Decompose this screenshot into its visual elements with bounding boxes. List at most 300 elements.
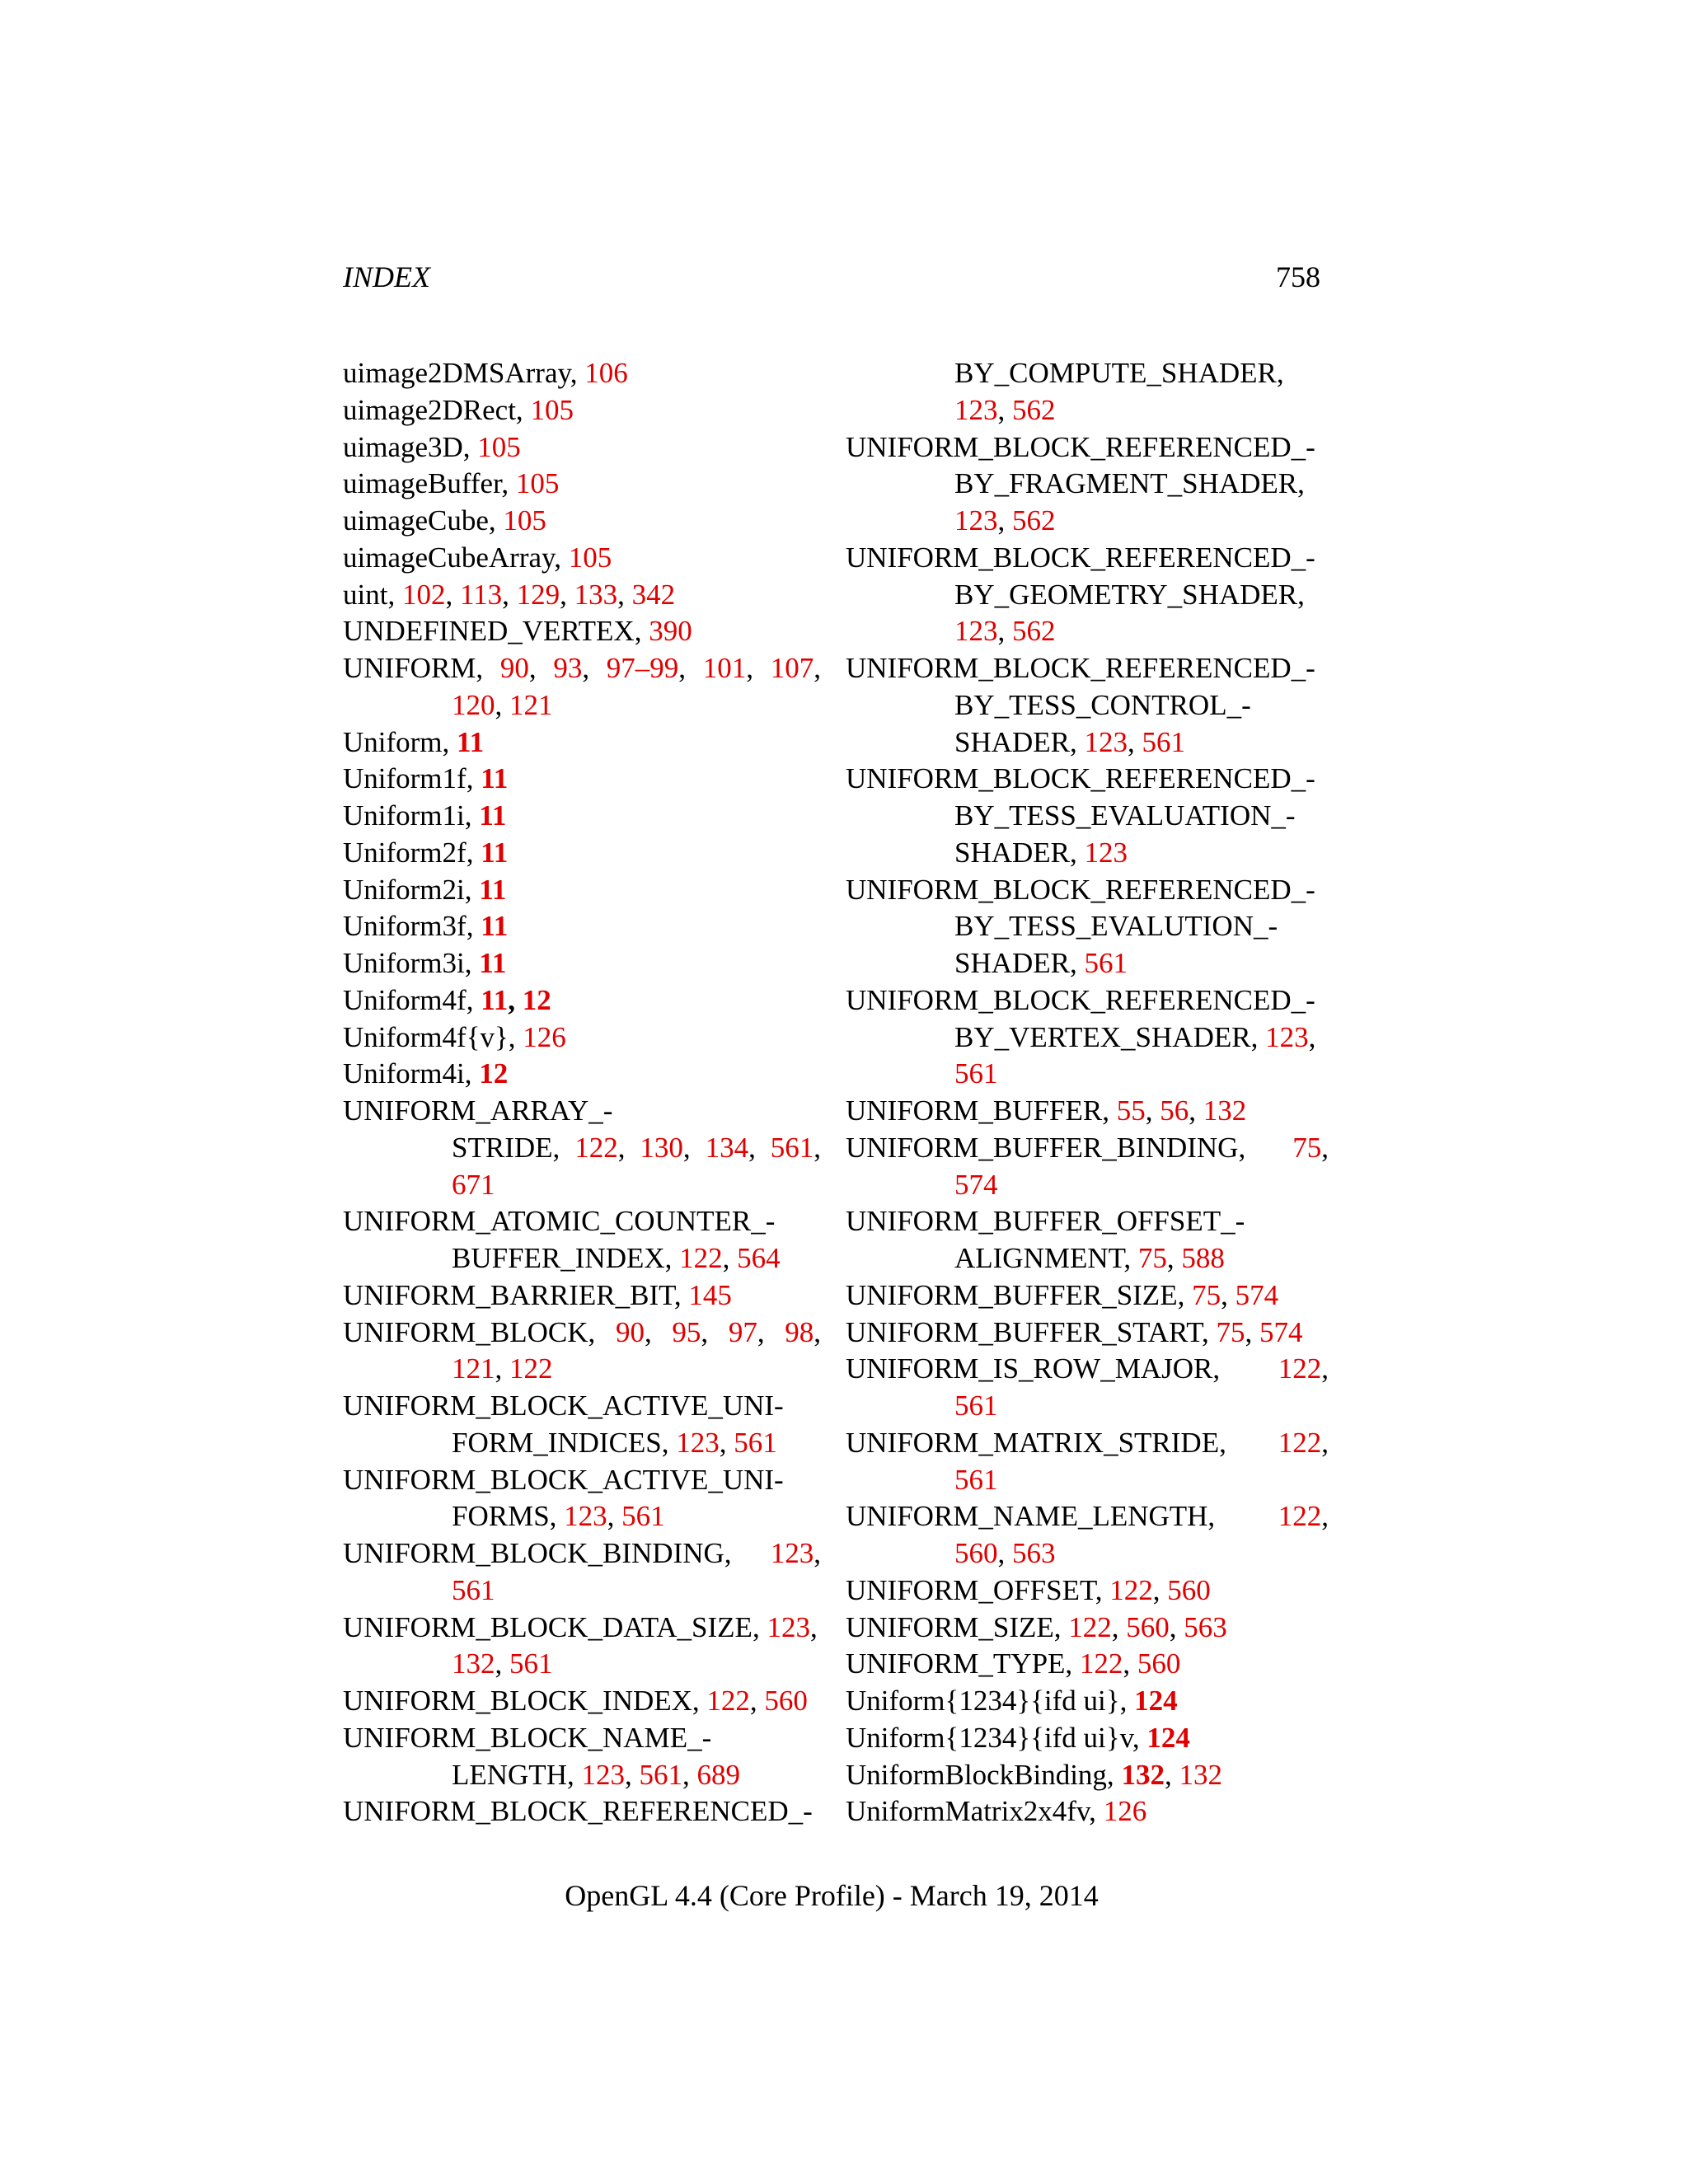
index-term: BY_GEOMETRY_SHADER,: [954, 578, 1305, 611]
index-term: ,: [814, 652, 821, 684]
index-term: SHADER,: [954, 836, 1085, 869]
page-reference-link[interactable]: 123: [676, 1426, 720, 1459]
page-reference-link[interactable]: 95: [672, 1315, 701, 1348]
index-term: UNIFORM_BLOCK_REFERENCED_-: [846, 652, 1315, 684]
page-reference-link[interactable]: 560: [1126, 1610, 1170, 1643]
index-term: ,: [749, 1685, 765, 1717]
index-entry: [343, 539, 612, 576]
page-reference-link[interactable]: 11: [457, 725, 485, 758]
justified-group: [574, 1129, 625, 1166]
justified-group: [640, 1129, 690, 1166]
index-entry: [846, 1277, 1278, 1314]
index-term: ,: [814, 1315, 821, 1348]
index-term: Uniform{1234}{ifd ui}v,: [846, 1721, 1147, 1754]
page-reference-link[interactable]: 107: [770, 652, 814, 684]
index-term: Uniform3f,: [343, 910, 481, 943]
page-reference-link[interactable]: 123: [1265, 1020, 1309, 1053]
index-term: Uniform4i,: [343, 1057, 480, 1090]
index-entry: [846, 760, 1315, 797]
index-term: STRIDE,: [452, 1131, 560, 1164]
page-reference-link[interactable]: 122: [574, 1131, 618, 1164]
index-term: UNIFORM_IS_ROW_MAJOR,: [846, 1352, 1221, 1385]
justified-group: [703, 649, 753, 687]
index-term: UNIFORM_BLOCK_NAME_-: [343, 1721, 712, 1754]
page-reference-link[interactable]: 560: [764, 1685, 808, 1717]
index-term: ,: [624, 1758, 640, 1791]
index-term: ,: [560, 578, 574, 611]
page-reference-link[interactable]: 132: [1121, 1758, 1165, 1791]
index-entry: [343, 391, 574, 429]
index-term: UNDEFINED_VERTEX,: [343, 615, 649, 648]
index-entry: [343, 907, 508, 944]
index-term: BY_TESS_EVALUTION_-: [954, 910, 1278, 943]
index-entry-continuation: [452, 1166, 495, 1203]
page-reference-link[interactable]: 123: [1084, 836, 1128, 869]
index-entry: [343, 1387, 784, 1424]
page-reference-link[interactable]: 122: [1278, 1352, 1322, 1385]
page-reference-link[interactable]: 560: [1167, 1573, 1211, 1606]
page-reference-link[interactable]: 123: [770, 1537, 814, 1569]
index-entry-continuation: [452, 1129, 821, 1166]
page-reference-link[interactable]: 561: [734, 1426, 777, 1459]
index-term: ,: [495, 688, 509, 721]
page-reference-link[interactable]: 105: [477, 430, 521, 463]
page-reference-link[interactable]: 564: [737, 1242, 781, 1274]
index-term: ,: [1221, 1278, 1236, 1311]
index-term: ,: [682, 1131, 691, 1164]
justified-group: [771, 649, 821, 687]
index-entry: [343, 465, 559, 502]
index-entry: [846, 539, 1315, 576]
index-term: Uniform4f{v},: [343, 1020, 523, 1053]
page-reference-link[interactable]: 102: [401, 578, 446, 611]
index-term: UNIFORM,: [343, 652, 484, 684]
index-term: ,: [1145, 1094, 1160, 1127]
index-entry: [846, 1424, 1329, 1461]
page-reference-link[interactable]: 124: [1146, 1721, 1190, 1754]
index-entry: [343, 502, 546, 539]
index-term: SHADER,: [954, 725, 1085, 758]
page-reference-link[interactable]: 12: [522, 983, 551, 1016]
index-term: ,: [682, 1758, 697, 1791]
page-reference-link[interactable]: 129: [516, 578, 560, 611]
index-entry: [343, 429, 521, 466]
index-entry-continuation: [452, 1756, 740, 1793]
page-reference-link[interactable]: 561: [621, 1500, 665, 1533]
index-term: ,: [617, 578, 632, 611]
page-reference-link[interactable]: 561: [1084, 947, 1128, 979]
index-entry: [343, 1019, 566, 1056]
index-term: ,: [502, 578, 517, 611]
page-reference-link[interactable]: 122: [1079, 1647, 1123, 1680]
page-reference-link[interactable]: 75: [1292, 1131, 1322, 1164]
page-reference-link[interactable]: 113: [459, 578, 503, 611]
index-term: ,: [1189, 1094, 1203, 1127]
index-entry-continuation: [954, 1535, 1056, 1572]
index-term: UNIFORM_BLOCK_REFERENCED_-: [846, 762, 1315, 795]
justified-group: [343, 649, 483, 687]
index-entry: [343, 1609, 818, 1646]
page-reference-link[interactable]: 97–99: [606, 652, 679, 684]
index-term: UNIFORM_BLOCK_DATA_SIZE,: [343, 1610, 767, 1643]
index-term: ,: [445, 578, 460, 611]
index-entry-continuation: [452, 1645, 553, 1682]
index-entry: [846, 1092, 1246, 1129]
index-term: ,: [644, 1315, 652, 1348]
index-term: ,: [997, 615, 1012, 648]
index-term: BUFFER_INDEX,: [452, 1242, 680, 1274]
index-term: SHADER,: [954, 947, 1085, 979]
index-entry: [343, 1277, 732, 1314]
page-reference-link[interactable]: 97: [728, 1315, 757, 1348]
page-reference-link[interactable]: 133: [574, 578, 618, 611]
page-reference-link[interactable]: 12: [479, 1057, 509, 1090]
index-entry: [846, 1793, 1146, 1830]
index-term: UNIFORM_ARRAY_-: [343, 1094, 613, 1127]
index-term: UNIFORM_BLOCK,: [343, 1315, 596, 1348]
index-entry-continuation: [954, 724, 1185, 761]
page-reference-link[interactable]: 574: [954, 1168, 998, 1201]
justified-group: [553, 649, 589, 687]
page-reference-link[interactable]: 90: [499, 652, 529, 684]
page-reference-link[interactable]: 121: [452, 1352, 495, 1385]
index-term: Uniform4f,: [343, 983, 481, 1016]
index-entry: [846, 871, 1315, 908]
index-entry: [846, 1719, 1190, 1756]
page-reference-link[interactable]: 123: [767, 1610, 810, 1643]
page-reference-link[interactable]: 123: [1084, 725, 1128, 758]
index-entry: [846, 1350, 1329, 1387]
page-reference-link[interactable]: 561: [954, 1463, 998, 1496]
index-entry: [846, 1497, 1329, 1535]
index-term: uimageCube,: [343, 504, 504, 537]
page-reference-link[interactable]: 561: [954, 1057, 998, 1090]
index-term: ,: [722, 1242, 738, 1274]
page-reference-link[interactable]: 123: [954, 615, 998, 648]
page-reference-link[interactable]: 574: [1259, 1315, 1303, 1348]
index-term: BY_TESS_EVALUATION_-: [954, 799, 1296, 832]
justified-group: [1292, 1129, 1329, 1166]
index-term: ,: [495, 1352, 509, 1385]
index-term: UniformBlockBinding,: [846, 1758, 1122, 1791]
index-entry-continuation: [954, 502, 1056, 539]
index-entry-continuation: [452, 1350, 553, 1387]
index-term: Uniform1i,: [343, 799, 480, 832]
index-term: UNIFORM_BUFFER_BINDING,: [846, 1131, 1246, 1164]
index-term: ,: [1164, 1758, 1179, 1791]
page-reference-link[interactable]: 689: [696, 1758, 740, 1791]
index-entry-continuation: [452, 1240, 781, 1277]
index-entry-continuation: [954, 1240, 1225, 1277]
index-term: Uniform{1234}{ifd ui},: [846, 1685, 1135, 1717]
page-footer: OpenGL 4.4 (Core Profile) - March 19, 2014: [565, 1879, 1099, 1912]
page-reference-link[interactable]: 132: [452, 1647, 495, 1680]
index-term: LENGTH,: [452, 1758, 582, 1791]
index-term: ,: [1321, 1131, 1329, 1164]
page-reference-link[interactable]: 122: [706, 1685, 750, 1717]
index-term: uimage2DRect,: [343, 393, 531, 426]
index-term: UNIFORM_BUFFER,: [846, 1094, 1117, 1127]
index-entry: [846, 1645, 1180, 1682]
index-term: ,: [508, 983, 523, 1016]
page-reference-link[interactable]: 123: [954, 393, 998, 426]
page-reference-link[interactable]: 561: [770, 1131, 814, 1164]
index-entry: [846, 1682, 1178, 1719]
index-term: ,: [1321, 1500, 1329, 1533]
page-reference-link[interactable]: 93: [553, 652, 583, 684]
index-entry-continuation: [954, 465, 1305, 502]
index-entry: [343, 944, 506, 982]
index-term: BY_FRAGMENT_SHADER,: [954, 467, 1305, 500]
page-reference-link[interactable]: 101: [702, 652, 747, 684]
index-entry: [343, 612, 692, 649]
page-reference-link[interactable]: 588: [1181, 1242, 1225, 1274]
page-reference-link[interactable]: 122: [1068, 1610, 1112, 1643]
page-reference-link[interactable]: 563: [1184, 1610, 1227, 1643]
page-reference-link[interactable]: 390: [649, 615, 692, 648]
index-entry-continuation: [954, 834, 1128, 871]
page-reference-link[interactable]: 11: [479, 799, 507, 832]
page-reference-link[interactable]: 11: [481, 910, 509, 943]
index-term: uimage3D,: [343, 430, 478, 463]
page-reference-link[interactable]: 145: [688, 1278, 732, 1311]
page-reference-link[interactable]: 105: [503, 504, 546, 537]
index-term: uimageCubeArray,: [343, 541, 569, 574]
index-term: ,: [528, 652, 537, 684]
index-term: FORM_INDICES,: [452, 1426, 677, 1459]
index-term: ,: [1321, 1352, 1329, 1385]
page-reference-link[interactable]: 98: [785, 1315, 814, 1348]
page-reference-link[interactable]: 132: [1203, 1094, 1247, 1127]
index-entry-continuation: [954, 944, 1128, 982]
page-reference-link[interactable]: 126: [523, 1020, 566, 1053]
index-entry: [343, 724, 484, 761]
index-entry: [343, 871, 506, 908]
index-entry: [846, 429, 1315, 466]
index-entry: [343, 649, 821, 687]
page-reference-link[interactable]: 55: [1116, 1094, 1146, 1127]
page-reference-link[interactable]: 122: [509, 1352, 553, 1385]
page-reference-link[interactable]: 122: [1109, 1573, 1153, 1606]
index-entry-continuation: [954, 354, 1284, 391]
index-term: UNIFORM_BLOCK_REFERENCED_-: [846, 430, 1315, 463]
index-entry: [343, 1535, 821, 1572]
index-term: ,: [757, 1315, 765, 1348]
index-entry: [343, 1719, 711, 1756]
index-term: ,: [748, 1131, 756, 1164]
index-entry: [846, 1756, 1222, 1793]
page-reference-link[interactable]: 123: [954, 504, 998, 537]
index-term: Uniform1f,: [343, 762, 481, 795]
page-reference-link[interactable]: 106: [584, 357, 628, 389]
page-reference-link[interactable]: 562: [1012, 615, 1056, 648]
page-reference-link[interactable]: 121: [509, 688, 553, 721]
index-term: uint,: [343, 578, 402, 611]
index-term: ,: [582, 652, 590, 684]
page-reference-link[interactable]: 122: [679, 1242, 723, 1274]
index-term: UNIFORM_NAME_LENGTH,: [846, 1500, 1216, 1533]
index-term: ,: [495, 1647, 509, 1680]
index-entry-continuation: [452, 1424, 777, 1461]
page-reference-link[interactable]: 562: [1012, 393, 1056, 426]
page-reference-link[interactable]: 120: [452, 688, 495, 721]
index-term: ,: [1152, 1573, 1168, 1606]
index-entry: [343, 797, 506, 834]
justified-group: [771, 1129, 821, 1166]
index-term: UNIFORM_OFFSET,: [846, 1573, 1110, 1606]
index-term: uimageBuffer,: [343, 467, 516, 500]
index-term: ,: [814, 1537, 821, 1569]
index-entry: [343, 760, 508, 797]
justified-group: [1278, 1497, 1329, 1535]
page-reference-link[interactable]: 122: [1278, 1500, 1322, 1533]
justified-group: [846, 1497, 1215, 1535]
page-reference-link[interactable]: 75: [1137, 1242, 1167, 1274]
justified-group: [846, 1424, 1226, 1461]
page-reference-link[interactable]: 90: [615, 1315, 645, 1348]
index-term: uimage2DMSArray,: [343, 357, 585, 389]
index-entry-continuation: [452, 687, 553, 724]
page-reference-link[interactable]: 563: [1012, 1537, 1056, 1569]
index-term: ,: [809, 1610, 818, 1643]
index-term: UNIFORM_BLOCK_REFERENCED_-: [846, 541, 1315, 574]
page-reference-link[interactable]: 56: [1160, 1094, 1189, 1127]
index-entry-continuation: [954, 687, 1251, 724]
page-reference-link[interactable]: 574: [1235, 1278, 1279, 1311]
page-reference-link[interactable]: 671: [452, 1168, 495, 1201]
index-term: UNIFORM_BLOCK_REFERENCED_-: [846, 873, 1315, 906]
page-reference-link[interactable]: 105: [530, 393, 574, 426]
justified-group: [729, 1314, 765, 1351]
index-entry: [846, 1572, 1211, 1609]
page-reference-link[interactable]: 560: [1137, 1647, 1181, 1680]
index-entry: [846, 1129, 1329, 1166]
page-reference-link[interactable]: 11: [481, 983, 509, 1016]
index-entry-continuation: [954, 391, 1056, 429]
justified-group: [1278, 1424, 1329, 1461]
index-term: FORMS,: [452, 1500, 565, 1533]
index-entry: [343, 834, 508, 871]
page-reference-link[interactable]: 105: [515, 467, 560, 500]
index-entry: [343, 982, 551, 1019]
justified-group: [452, 1129, 560, 1166]
page-reference-link[interactable]: 134: [705, 1131, 749, 1164]
index-entry: [846, 982, 1315, 1019]
index-term: ,: [997, 1537, 1012, 1569]
justified-group: [846, 1129, 1245, 1166]
index-entry: [343, 354, 628, 391]
index-term: UNIFORM_ATOMIC_COUNTER_-: [343, 1205, 776, 1238]
justified-group: [706, 1129, 756, 1166]
page-reference-link[interactable]: 122: [1278, 1426, 1322, 1459]
index-entry: [343, 1092, 612, 1129]
page-reference-link[interactable]: 132: [1179, 1758, 1222, 1791]
page-reference-link[interactable]: 561: [509, 1647, 553, 1680]
index-term: UniformMatrix2x4fv,: [846, 1795, 1104, 1828]
page-reference-link[interactable]: 561: [452, 1573, 495, 1606]
page-reference-link[interactable]: 561: [1142, 725, 1186, 758]
index-term: Uniform2f,: [343, 836, 481, 869]
page-reference-link[interactable]: 130: [640, 1131, 683, 1164]
index-term: UNIFORM_BUFFER_OFFSET_-: [846, 1205, 1245, 1238]
index-term: UNIFORM_TYPE,: [846, 1647, 1080, 1680]
justified-group: [607, 649, 686, 687]
index-term: ,: [997, 393, 1012, 426]
index-term: ,: [814, 1131, 821, 1164]
justified-group: [771, 1535, 821, 1572]
index-term: Uniform,: [343, 725, 457, 758]
index-term: Uniform3i,: [343, 947, 480, 979]
index-term: BY_TESS_CONTROL_-: [954, 688, 1251, 721]
page-reference-link[interactable]: 75: [1216, 1315, 1245, 1348]
index-term: BY_COMPUTE_SHADER,: [954, 357, 1284, 389]
index-term: UNIFORM_BLOCK_ACTIVE_UNI-: [343, 1463, 784, 1496]
page-reference-link[interactable]: 561: [639, 1758, 682, 1791]
index-term: BY_VERTEX_SHADER,: [954, 1020, 1266, 1053]
index-term: ,: [701, 1315, 709, 1348]
page-reference-link[interactable]: 342: [631, 578, 676, 611]
index-entry: [343, 576, 675, 613]
page-reference-link[interactable]: 11: [481, 762, 509, 795]
index-entry: [343, 1314, 821, 1351]
index-entry-continuation: [954, 1166, 998, 1203]
index-entry: [343, 1202, 775, 1240]
justified-group: [1278, 1350, 1329, 1387]
index-term: ,: [719, 1426, 734, 1459]
index-term: UNIFORM_BUFFER_SIZE,: [846, 1278, 1193, 1311]
index-entry: [846, 1609, 1227, 1646]
page-reference-link[interactable]: 124: [1134, 1685, 1178, 1717]
page-reference-link[interactable]: 75: [1192, 1278, 1221, 1311]
page-reference-link[interactable]: 11: [481, 836, 509, 869]
page-reference-link[interactable]: 126: [1103, 1795, 1147, 1828]
index-term: ,: [997, 504, 1012, 537]
justified-group: [343, 1535, 732, 1572]
page-reference-link[interactable]: 123: [581, 1758, 625, 1791]
index-entry-continuation: [954, 576, 1305, 613]
index-entry-continuation: [954, 1461, 998, 1498]
page-reference-link[interactable]: 562: [1012, 504, 1056, 537]
page-reference-link[interactable]: 11: [479, 873, 507, 906]
index-term: UNIFORM_BARRIER_BIT,: [343, 1278, 689, 1311]
index-term: ,: [1245, 1315, 1260, 1348]
index-term: UNIFORM_MATRIX_STRIDE,: [846, 1426, 1226, 1459]
index-term: ,: [1128, 725, 1142, 758]
page-reference-link[interactable]: 561: [954, 1390, 998, 1422]
justified-group: [785, 1314, 821, 1351]
index-term: ,: [1111, 1610, 1127, 1643]
index-term: ,: [746, 652, 753, 684]
index-term: ,: [617, 1131, 626, 1164]
justified-group: [672, 1314, 708, 1351]
index-entry-continuation: [954, 1019, 1315, 1056]
page-reference-link[interactable]: 11: [479, 947, 507, 979]
index-term: UNIFORM_BLOCK_INDEX,: [343, 1685, 707, 1717]
page-reference-link[interactable]: 560: [954, 1537, 998, 1569]
index-entry: [846, 1314, 1303, 1351]
page-reference-link[interactable]: 123: [564, 1500, 607, 1533]
index-entry-continuation: [954, 797, 1296, 834]
justified-group: [343, 1314, 595, 1351]
index-term: ,: [1321, 1426, 1329, 1459]
running-header-section: INDEX: [343, 260, 430, 293]
page-number: 758: [1276, 260, 1320, 293]
index-term: UNIFORM_BLOCK_BINDING,: [343, 1537, 732, 1569]
page-reference-link[interactable]: 105: [568, 541, 612, 574]
index-term: ,: [1166, 1242, 1182, 1274]
justified-group: [846, 1350, 1220, 1387]
index-term: ,: [1123, 1647, 1137, 1680]
